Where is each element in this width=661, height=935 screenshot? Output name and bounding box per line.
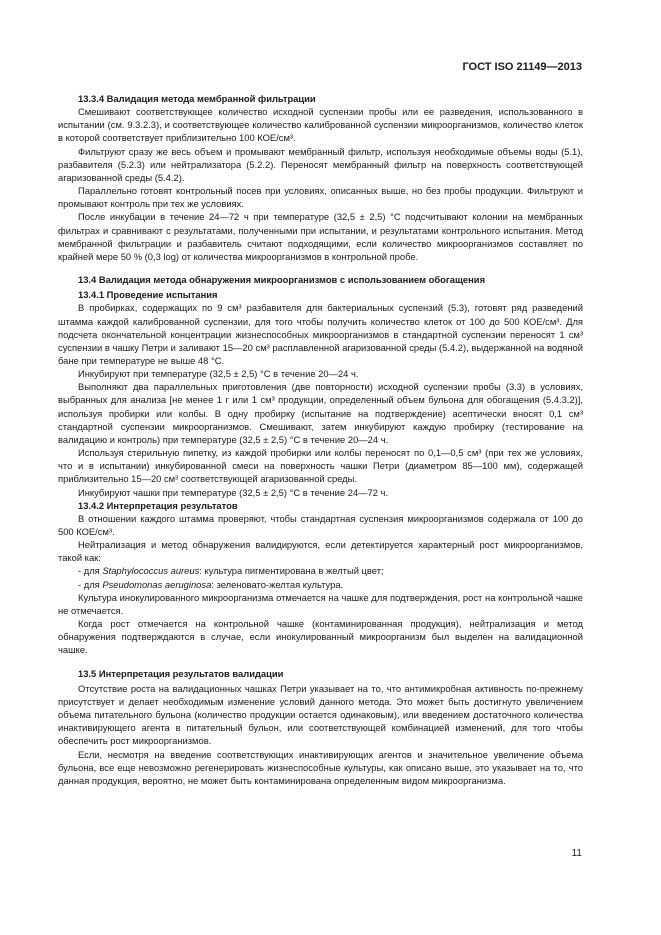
- paragraph: В пробирках, содержащих по 9 см³ разбавителя для бактериальных суспензий (5.3), готовят ряд разведений штамма каждой калиброванной суспензии, для того чтобы получить количество клеток от 100 до 500 КОЕ/см³. Для подсчета окончательной концентрации жизнеспособных микроорганизмов в стандартной суспензии переносят 1 см³ суспензии в чашку Петри и заливают 15—20 см³ расплавленной агаризованной среды (5.4.2), выдержанной на водяной бане при температуре не выше 48 °С.: [58, 302, 583, 366]
- paragraph: Смешивают соответствующее количество исходной суспензии пробы или ее разведения, использованного в испытании (см. 9.3.2.3), и соответствующее количество калиброванной суспензии микроорганизмов, количество клеток в которой соответствует приблизительно 100 КОЕ/см³.: [58, 106, 583, 144]
- paragraph: Если, несмотря на введение соответствующих инактивирующих агентов и значительное увеличение объема бульона, все еще невозможно регенерировать жизнеспособные культуры, как описано выше, это указывает на то, что данная продукция, вероятно, не может быть контаминирована определенным видом микроорганизма.: [58, 748, 583, 786]
- section-heading-13-3-4: 13.3.4 Валидация метода мембранной фильтрации: [78, 93, 316, 104]
- paragraph: Используя стерильную пипетку, из каждой пробирки или колбы переносят по 0,1—0,5 см³ (при тех же условиях, что и в испытании) инкубированной смеси на поверхность чашки Петри (диаметром 85—100 мм), содержащей приблизительно 15—20 см³ соответствующей агаризованной среды.: [58, 447, 583, 485]
- paragraph: Когда рост отмечается на контрольной чашке (контаминированная продукция), нейтрализация и метод обнаружения подтверждаются в случае, если инокулированный микроорганизм был выделен на валидационной чашке.: [58, 618, 583, 656]
- species-name: Pseudomonas aeruginosa: [102, 578, 212, 590]
- paragraph: Фильтруют сразу же весь объем и промывают мембранный фильтр, используя необходимые объемы воды (5.1), разбавителя (5.2.3) или нейтрализатора (5.2.2). Переносят мембранный фильтр на поверхность соответствующей агаризованной среды (5.4.2).: [58, 145, 583, 183]
- list-item: - для Staphylococcus aureus: культура пигментирована в желтый цвет;: [78, 565, 384, 577]
- paragraph: Инкубируют чашки при температуре (32,5 ± 2,5) °С в течение 24—72 ч.: [78, 486, 389, 498]
- list-item: - для Pseudomonas aeruginosa: зеленовато-желтая культура.: [78, 578, 344, 590]
- section-heading-13-4-2: 13.4.2 Интерпретация результатов: [78, 499, 238, 511]
- section-heading-13-5: 13.5 Интерпретация результатов валидации: [78, 667, 284, 679]
- paragraph: Параллельно готовят контрольный посев при условиях, описанных выше, но без пробы продукции. Фильтруют и промывают контроль при тех же условиях.: [58, 185, 583, 210]
- page-number: 11: [571, 848, 582, 859]
- paragraph: После инкубации в течение 24—72 ч при температуре (32,5 ± 2,5) °С подсчитывают колонии на мембранных фильтрах и сравнивают с результатами, полученными при испытании, и результатами контрольного испытания. Метод мембранной фильтрации и разбавитель считают подходящими, если количество микроорганизмов составляет по крайней мере 50 % (0,3 log) от количества микроорганизмов в контрольной пробе.: [58, 211, 583, 262]
- section-heading-13-4-1: 13.4.1 Проведение испытания: [78, 289, 218, 301]
- species-name: Staphylococcus aureus: [102, 565, 200, 577]
- paragraph: Нейтрализация и метод обнаружения валидируются, если детектируется характерный рост микроорганизмов, такой как:: [58, 539, 583, 564]
- document-code: ГОСТ ISO 21149—2013: [462, 61, 582, 73]
- paragraph: Инкубируют при температуре (32,5 ± 2,5) °С в течение 20—24 ч.: [78, 368, 359, 380]
- section-heading-13-4: 13.4 Валидация метода обнаружения микроорганизмов с использованием обогащения: [78, 274, 486, 286]
- paragraph: Культура инокулированного микроорганизма отмечается на чашке для подтверждения, рост на контрольной чашке не отмечается.: [58, 591, 583, 616]
- paragraph: Выполняют два параллельных приготовления (две повторности) исходной суспензии пробы (3.3) в условиях, выбранных для анализа [не менее 1 г или 1 см³ продукции, определенный объем бульона для обогащения (5.4.3.2)], используя пробирки или колбы. В одну пробирку (испытание на подтверждение) асептически вносят 0,1 см³ стандартной суспензии микроорганизмов. Смешивают, затем инкубируют каждую пробирку (тестирование на валидацию и контроль) при температуре (32,5 ± 2,5) °С в течение 20—24 ч.: [58, 381, 583, 445]
- paragraph: В отношении каждого штамма проверяют, чтобы стандартная суспензия микроорганизмов содержала от 100 до 500 КОЕ/см³.: [58, 512, 583, 537]
- paragraph: Отсутствие роста на валидационных чашках Петри указывает на то, что антимикробная активность по-прежнему присутствует и делает необходимым изменение условий данного метода. Это может быть достигнуто увеличением объема питательного бульона (количество продукции остается одинаковым), или введением достаточного количества инактивирующего агента в питательный бульон, или соответствующей комбинацией изменений, для того чтобы обеспечить рост микроорганизмов.: [58, 682, 583, 747]
- document-body: [58, 92, 583, 787]
